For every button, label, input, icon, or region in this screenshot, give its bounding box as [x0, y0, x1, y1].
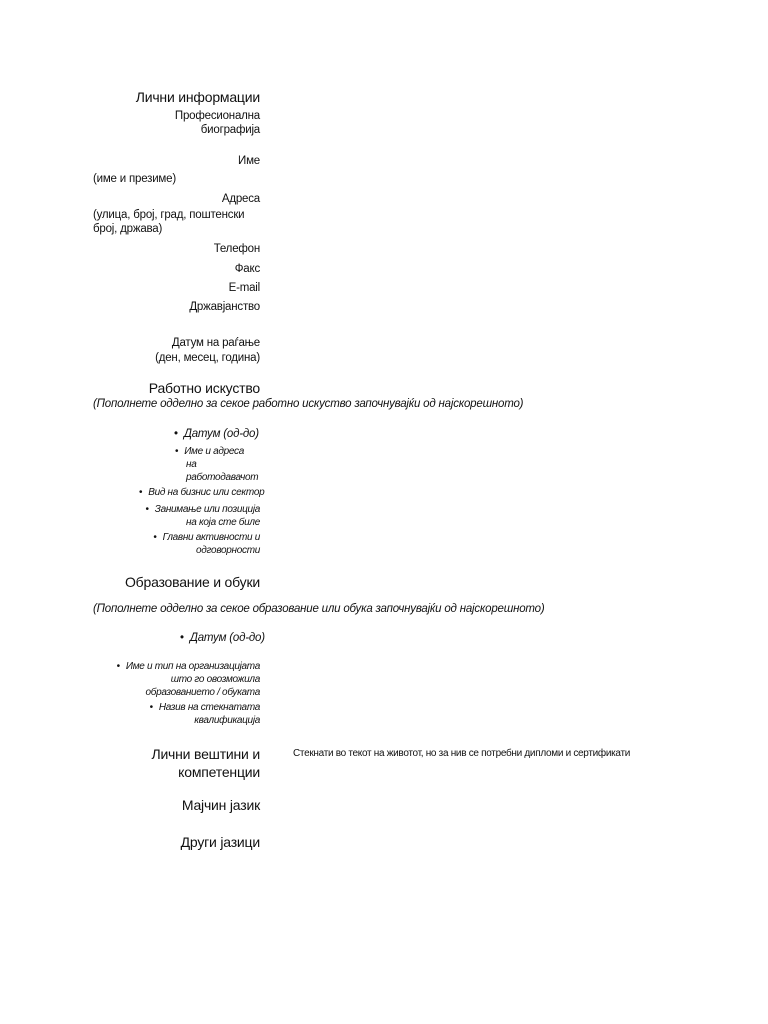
- email-label: E-mail: [228, 282, 260, 294]
- education-date-item: • Датум (од-до): [180, 632, 265, 645]
- education-org-line3: образованието / обуката: [145, 687, 260, 698]
- cv-subtitle-line2: биографија: [200, 124, 260, 136]
- mother-tongue-label: Мајчин јазик: [181, 797, 260, 813]
- work-position-line2: на која сте биле: [186, 517, 260, 528]
- work-employer-line2: на: [186, 459, 197, 470]
- work-business-item: • Вид на бизнис или сектор: [139, 486, 264, 499]
- personal-heading: Лични информации: [135, 89, 260, 105]
- cv-subtitle-line1: Професионална: [174, 110, 260, 122]
- work-note: (Пополнете одделно за секое работно искуство започнувајќи од најскорешното): [93, 398, 524, 410]
- education-qual-line2: квалификација: [194, 715, 260, 726]
- address-label: Адреса: [221, 193, 260, 205]
- work-heading: Работно искуство: [148, 380, 260, 396]
- education-heading: Образование и обуки: [124, 574, 260, 590]
- education-org-line2: што го овозможила: [170, 674, 260, 685]
- address-hint-line1: (улица, број, град, поштенски: [93, 209, 245, 221]
- work-duties-line2: одговорности: [196, 545, 260, 556]
- address-hint-line2: број, држава): [93, 223, 163, 235]
- education-note: (Пополнете одделно за секое образование или обука започнувајќи од најскорешното): [93, 603, 545, 615]
- skills-description: Стекнати во текот на животот, но за нив се потребни дипломи и сертификати: [293, 748, 631, 759]
- work-duties-line1: • Главни активности и: [153, 531, 260, 544]
- dob-label: Датум на раѓање: [171, 337, 260, 349]
- education-qual-line1: • Назив на стекнатата: [150, 701, 260, 714]
- skills-heading-line2: компетенции: [178, 764, 260, 780]
- phone-label: Телефон: [213, 243, 260, 255]
- dob-hint: (ден, месец, година): [155, 352, 260, 364]
- fax-label: Факс: [234, 263, 260, 275]
- other-languages-label: Други јазици: [180, 834, 260, 850]
- citizenship-label: Државјанство: [189, 301, 260, 313]
- work-position-line1: • Занимање или позиција: [146, 503, 260, 516]
- skills-heading-line1: Лични вештини и: [151, 746, 260, 762]
- work-employer-line3: работодавачот: [186, 472, 259, 483]
- name-label: Име: [238, 155, 260, 167]
- education-org-line1: • Име и тип на организацијата: [117, 660, 260, 673]
- work-employer-line1: • Име и адреса: [175, 445, 244, 458]
- work-date-item: • Датум (од-до): [174, 428, 259, 441]
- name-hint: (име и презиме): [93, 173, 176, 185]
